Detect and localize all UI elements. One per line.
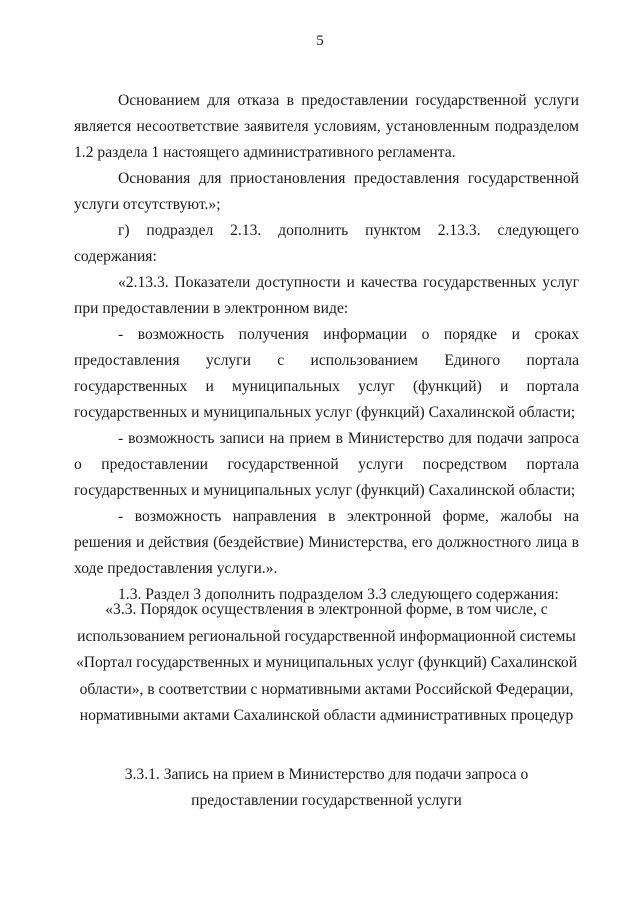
heading-line: 3.3.1. Запись на прием в Министерство для подачи запроса о [124, 766, 529, 783]
paragraph-section-3: 1.3. Раздел 3 дополнить подразделом 3.3 следующего содержания: [118, 586, 559, 603]
heading-line: использованием региональной государственной информационной системы [77, 627, 576, 645]
paragraph-item-appointment: - возможность записи на прием в Министерство для подачи запроса о предоставлении государственной услуги посредством портала государственных и муниципальных услуг (функций) Сахалинской области; [74, 430, 579, 499]
heading-line: нормативными актами Сахалинской области административных процедур [79, 707, 574, 724]
paragraph-indicators: «2.13.3. Показатели доступности и качества государственных услуг при предоставлении в электронном виде: [74, 274, 579, 317]
page-number: 5 [316, 33, 324, 49]
heading-line: предоставлении государственной услуги [191, 792, 462, 809]
subsection-3-3-1-heading [74, 762, 579, 814]
paragraph-item-complaints: - возможность направления в электронной форме, жалобы на решения и действия (бездействие) Министерства, его должностного лица в ходе предоставления услуги.». [74, 508, 579, 577]
heading-line: области», в соответствии с нормативными актами Российской Федерации, [79, 680, 574, 698]
document-body [74, 88, 579, 608]
heading-line: «Портал государственных и муниципальных услуг (функций) Сахалинской [75, 654, 578, 671]
paragraph-suspension-grounds: Основания для приостановления предоставления государственной услуги отсутствуют.»; [74, 170, 579, 213]
heading-line: «3.3. Порядок осуществления в электронной форме, в том числе, с [105, 601, 548, 618]
paragraph-item-information: - возможность получения информации о порядке и сроках предоставления услуги с использованием Единого портала государственных и муниципальных услуг (функций) и портала государственных и муниципальных услуг (функций) Сахалинской области; [74, 326, 579, 421]
paragraph-refusal-grounds: Основанием для отказа в предоставлении государственной услуги является несоответствие заявителя условиям, установленным подразделом 1.2 раздела 1 настоящего административного регламента. [74, 92, 579, 161]
section-3-3-heading [74, 597, 579, 730]
paragraph-subsection-2-13: г) подраздел 2.13. дополнить пунктом 2.13.3. следующего содержания: [74, 222, 579, 265]
